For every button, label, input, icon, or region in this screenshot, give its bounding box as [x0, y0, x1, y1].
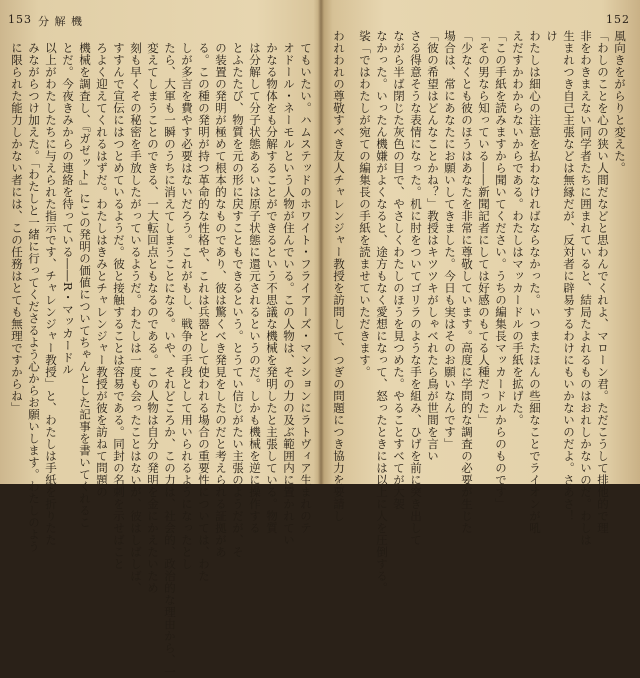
text-line: われわれの尊敬すべき友人チャレンジャー教授を訪問して、つぎの問題につき協力を要請し [332, 30, 346, 522]
text-line: 場合は、常にあなたにお願いしてきました。今日も実はそのお願いなんです」 [443, 30, 457, 450]
text-line: しが多言を費やす必要はないだろう。これがもし、戦争の手段として用いられるようになったとし [180, 42, 194, 570]
text-line: 非をわきまえない同学者たちに囲まれていると、結局たよれるものはおれしかないのだ。わしは [579, 30, 593, 546]
left-page-top-text [59, 42, 314, 678]
text-line: みながらつけ加えた。「わたしと一緒に行ってくださるよう心からお願いします。わたしのよう [27, 42, 41, 553]
text-line: 刻も早くその秘密を手放したがっているようだ。わたしは一度も会ったことはないが、彼はしばしば、 [129, 42, 143, 594]
text-line: は分解して分子状態あるいは原子状態に還元されるというのだ。しかも機械を逆に操作する [248, 42, 262, 534]
text-line: 風向きをがらりと変えた。 [613, 30, 627, 174]
text-line: わたしは細心の注意を払わなければならなかった。いつまたほんの些細なことでライオンが吼 [528, 30, 542, 534]
text-line: とふたたび、物質を元の形に戻すこともできるという。とうてい信じがたい主張のようだが、そ [231, 42, 245, 558]
text-line: る。この種の発明が持つ革命的な性格や、これは兵器として使われる場合の重要性については、わた [197, 42, 211, 582]
text-line: 「彼の希望はどんなことかね？」教授はキツツキがしゃべれたら鳥が世間を言い [426, 30, 440, 462]
text-line: とだ。今夜きみからの連絡を待っている――R・マッカードル [61, 42, 75, 376]
text-line: 「その男なら知っている――新聞記者にしては好感のもてる人種だった」 [477, 30, 491, 426]
right-page-bottom-text [330, 30, 347, 522]
text-line: てもいたい。ハムステッドのホワイト・フライアーズ・マンションにラトヴィア生まれのテ [299, 42, 313, 534]
page-number-left: 153 [8, 13, 32, 26]
text-line: ながら半ば閉じた灰色の目で、やさしくわたしのほうを見つめた。やることすべてが大袈 [392, 30, 406, 510]
text-line: なかった。いったん機嫌がよくなると、途方もなく愛想になって、怒ったときには以上に人を圧倒する。 [375, 30, 389, 594]
left-page-bottom-text [8, 42, 59, 553]
text-line: かなる物体をも分解することができるという不思議な機械を発明したと主張している。物質 [265, 42, 279, 534]
right-page [320, 0, 640, 594]
text-line: に限られた能力しかない者には、この任務はとても無理ですからね」 [10, 42, 24, 414]
text-line: たら、大軍も一瞬のうちに消えてしまうことになる。いや、それどころか、この力は、社会的、政治的な理由から、一 [163, 42, 177, 678]
text-line: 生まれつき自己主張などは無縁だが、反対者に辟易するわけにもいかないのだよ。さあさ！ [562, 30, 576, 522]
text-line: オドール・ネーモルという人物が住んでいる。この人物は、その力の及ぶ範囲内に置かれてい [282, 42, 296, 546]
text-line: 「この手紙を読みますから聞いてください。うちの編集長マッカードルからのものです」 [494, 30, 508, 510]
text-line: 裟「ではわたしが宛ての編集長の手紙を読ませていただきます。 [358, 30, 372, 378]
text-line: 以上がわたしたちに与えられた指示です、チャレンジャー教授」と、わたしは手紙を折りたた [44, 42, 58, 546]
right-page-top-text [356, 30, 628, 594]
page-number-right: 152 [606, 13, 630, 26]
text-line: け [545, 30, 559, 42]
text-line: 「わしのことを心の狭い人間だなどと思わんでくれよ、マローン君。ただこうして排他的で理 [596, 30, 610, 534]
text-line: すすんで宣伝にはつとめているようだ。彼と接触することは容易である。同封の名刺を示せばこと [112, 42, 126, 570]
text-line: の装置の発明が極めて根本的なものであり、彼は驚くべき発見をしたのだと考えられる証拠があ [214, 42, 228, 558]
text-line: 変えてしまうことのできる、一大転回点ともなるのである。この人物は自分の発明を金にかえたいため [146, 42, 160, 594]
running-title: 分 解 機 [38, 15, 83, 28]
text-line: えだすかわからないからである。わたしはマッカードルの手紙を拡げた。 [511, 30, 525, 426]
text-line: ろよく迎えてくれるはずだ。わたしはきみとチャレンジャー教授が彼を訪ねて問題の [95, 42, 109, 498]
text-line: 「少なくとも彼のほうはあなたを非常に尊敬しています。高度に学問的な調査の必要が生じた [460, 30, 474, 534]
page-gutter [318, 0, 324, 484]
text-line: 機械を調査し、『ガゼット』にこの発明の価値についてちゃんとした記事を書いてくれるこ [78, 42, 92, 529]
text-line: さる得意そうな表情になった。机に肘をついてゴリラのような手を組み、ひげを前に突き出して [409, 30, 423, 546]
